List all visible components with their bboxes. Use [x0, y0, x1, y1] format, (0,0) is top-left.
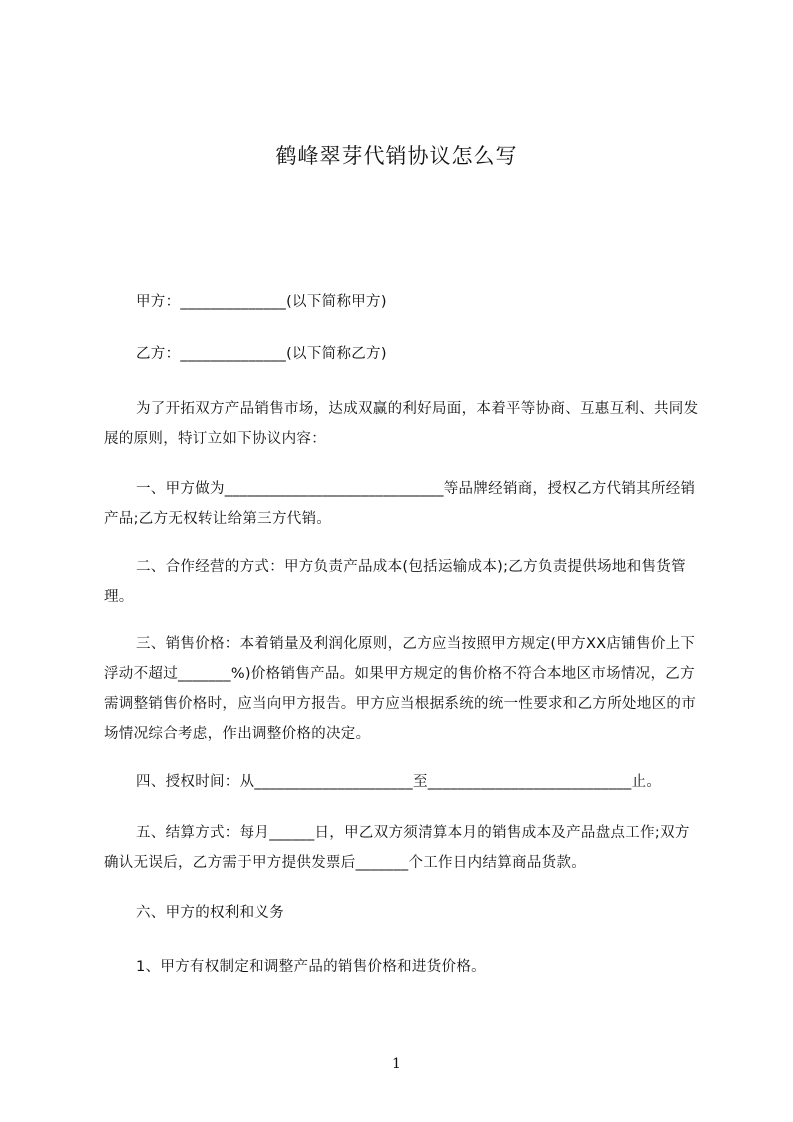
clause-3-paragraph: 三、销售价格：本着销量及利润化原则，乙方应当按照甲方规定(甲方XX店铺售价上下浮动不超过_______%)价格销售产品。如果甲方规定的售价格不符合本地区市场情况，乙方需调整销售价格时，应当向甲方报告。甲方应当根据系统的统一性要求和乙方所处地区的市场情况综合考虑，作出调整价格的决定。 [104, 636, 696, 742]
preamble-paragraph: 为了开拓双方产品销售市场，达成双赢的利好局面，本着平等协商、互惠互利、共同发展的原则，特订立如下协议内容： [104, 401, 699, 447]
clause-6-item-1: 1、甲方有权制定和调整产品的销售价格和进货价格。 [136, 959, 486, 975]
clause-2-paragraph: 二、合作经营的方式：甲方负责产品成本(包括运输成本);乙方负责提供场地和售货管理。 [104, 559, 686, 605]
clause-4-paragraph: 四、授权时间：从_____________________至___________________________止。 [136, 774, 662, 790]
page-number: 1 [392, 1056, 401, 1072]
party-b-line: 乙方：______________(以下简称乙方) [136, 346, 387, 362]
party-a-line: 甲方：______________(以下简称甲方) [136, 294, 387, 310]
clause-5-paragraph: 五、结算方式：每月______日，甲乙双方须清算本月的销售成本及产品盘点工作;双方确认无误后，乙方需于甲方提供发票后_______个工作日内结算商品货款。 [104, 825, 690, 871]
clause-6-heading: 六、甲方的权利和义务 [136, 905, 284, 921]
clause-1-paragraph: 一、甲方做为_____________________________等品牌经销商，授权乙方代销其所经销产品;乙方无权转让给第三方代销。 [104, 481, 696, 527]
document-title: 鹤峰翠芽代销协议怎么写 [275, 144, 518, 168]
